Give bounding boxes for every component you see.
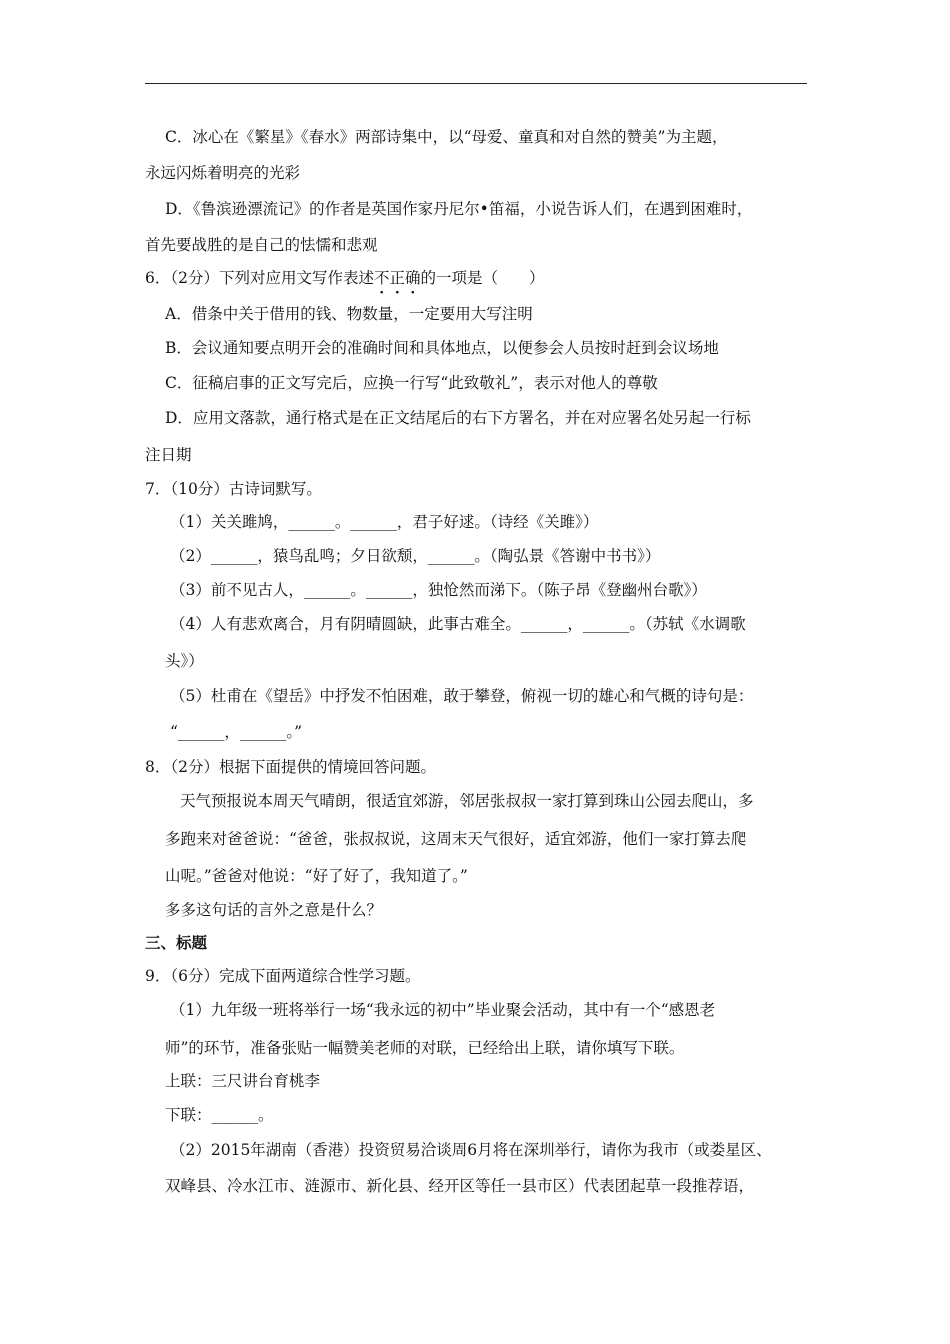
- q6-option-b: B．会议通知要点明开会的准确时间和具体地点，以便参会人员按时赶到会议场地: [165, 339, 719, 357]
- section-title: 三、标题: [145, 933, 208, 952]
- q6-stem-part1: 6．（2分）下列对应用文写作表述: [145, 269, 374, 287]
- q8-passage-line2: 多跑来对爸爸说：“爸爸，张叔叔说，这周末天气很好，适宜郊游，他们一家打算去爬: [165, 830, 747, 848]
- q9-sub2-line1: （2）2015年湖南（香港）投资贸易洽谈周6月将在深圳举行，请你为我市（或娄星区、: [170, 1141, 772, 1159]
- q9-sub1-line2: 师”的环节，准备张贴一幅赞美老师的对联，已经给出上联，请你填写下联。: [165, 1039, 685, 1057]
- q9-sub2-line2: 双峰县、冷水江市、涟源市、新化县、经开区等任一县市区）代表团起草一段推荐语，: [165, 1177, 755, 1195]
- q7-item-1: （1）关关雎鸠，______。______，君子好逑。（诗经《关雎》）: [170, 513, 599, 531]
- q9-upper-couplet: 上联：三尺讲台育桃李: [165, 1072, 321, 1090]
- q7-item-4-line1: （4）人有悲欢离合，月有阴晴圆缺，此事古难全。______，______。（苏轼《水调歌: [170, 615, 746, 633]
- q7-stem: 7．（10分）古诗词默写。: [145, 480, 322, 498]
- q6-option-c: C．征稿启事的正文写完后，应换一行写“此致敬礼”，表示对他人的尊敬: [165, 374, 658, 392]
- q8-question: 多多这句话的言外之意是什么？: [165, 901, 383, 919]
- q9-sub1-line1: （1）九年级一班将举行一场“我永远的初中”毕业聚会活动，其中有一个“感恩老: [170, 1001, 716, 1019]
- q6-stem: [145, 268, 545, 288]
- q5-option-d-line2: 首先要战胜的是自己的怯懦和悲观: [145, 236, 378, 254]
- q6-emphasis-char: 不: [373, 269, 390, 287]
- q6-option-d-line1: D．应用文落款，通行格式是在正文结尾后的右下方署名，并在对应署名处另起一行标: [165, 409, 751, 427]
- q8-passage-line3: 山呢。”爸爸对他说：“好了好了，我知道了。”: [165, 867, 468, 885]
- q5-option-c-line1: C．冰心在《繁星》《春水》两部诗集中，以“母爱、童真和对自然的赞美”为主题，: [165, 128, 728, 146]
- q5-option-d-line1: D．《鲁滨逊漂流记》的作者是英国作家丹尼尔•笛福，小说告诉人们，在遇到困难时，: [165, 200, 753, 218]
- q6-emphasis-char: 正: [389, 269, 406, 287]
- q9-stem: 9．（6分）完成下面两道综合性学习题。: [145, 967, 421, 985]
- q6-option-d-line2: 注日期: [145, 446, 192, 464]
- q7-item-4-line2: 头》）: [165, 652, 204, 670]
- q7-item-2: （2）______，猿鸟乱鸣；夕日欲颓，______。（陶弘景《答谢中书书》）: [170, 547, 661, 565]
- q7-item-5-line1: （5）杜甫在《望岳》中抒发不怕困难，敢于攀登，俯视一切的雄心和气概的诗句是：: [170, 687, 754, 705]
- header-rule: [145, 83, 807, 84]
- q6-option-a: A．借条中关于借用的钱、物数量，一定要用大写注明: [165, 305, 533, 323]
- q6-emphasis-char: 确: [405, 269, 421, 287]
- q7-item-5-line2: “______，______。”: [170, 723, 303, 741]
- q6-stem-part2: 的一项是（ ）: [420, 269, 545, 287]
- q8-stem: 8．（2分）根据下面提供的情境回答问题。: [145, 758, 436, 776]
- q9-lower-couplet: 下联：______。: [165, 1106, 274, 1124]
- q7-item-3: （3）前不见古人，______。______，独怆然而涕下。（陈子昂《登幽州台歌》）: [170, 581, 707, 599]
- q8-passage-line1: 天气预报说本周天气晴朗，很适宜郊游，邻居张叔叔一家打算到珠山公园去爬山，多: [180, 792, 754, 810]
- q5-option-c-line2: 永远闪烁着明亮的光彩: [145, 164, 301, 182]
